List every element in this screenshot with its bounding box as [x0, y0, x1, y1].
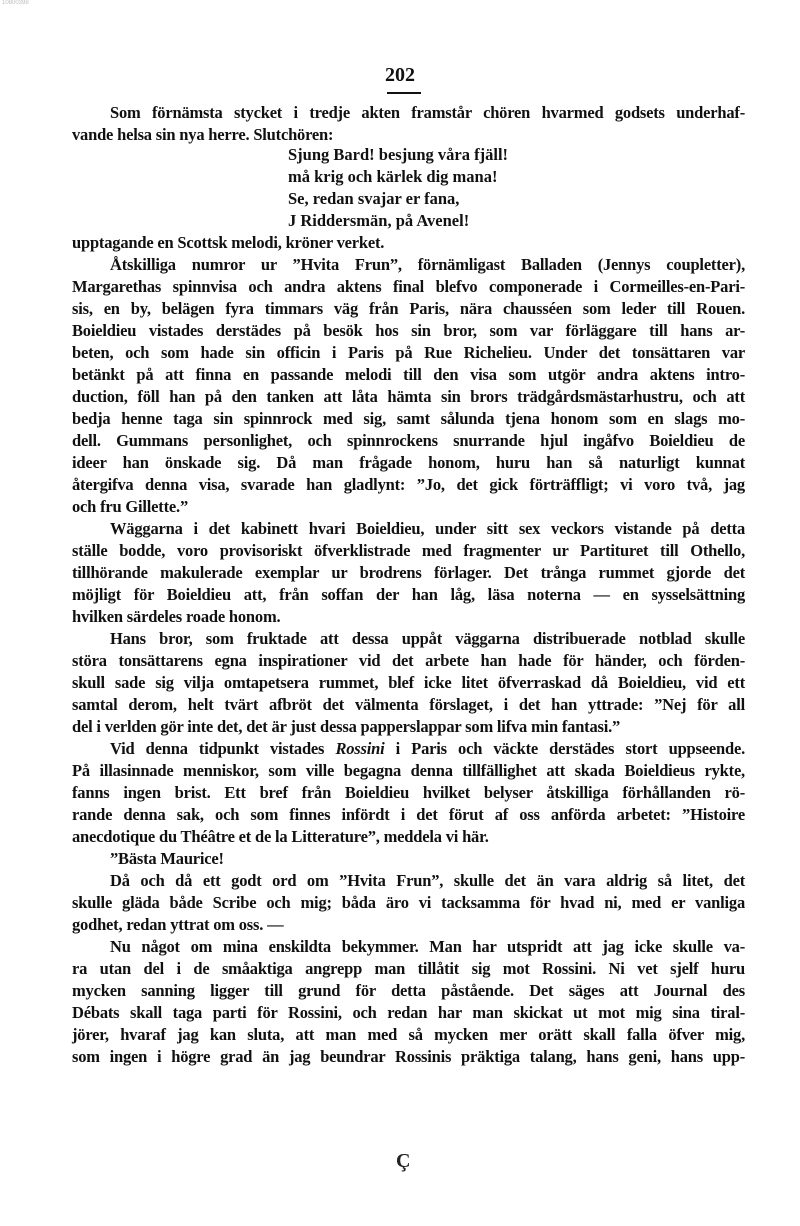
text-line: Hans bror, som fruktade att dessa uppåt väggarna distribuerade notblad skulle	[110, 629, 745, 648]
text-line: skull sade sig vilja omtapetsera rummet, blef icke litet öfverraskad då Boieldieu, vid ett	[72, 673, 745, 692]
text-line: På illasinnade menniskor, som ville begagna denna tillfällighet att skada Boieldieus rykte,	[72, 761, 745, 780]
text-line: Då och då ett godt ord om ”Hvita Frun”, skulle det än vara aldrig så litet, det	[110, 871, 745, 890]
text-line: och fru Gillette.”	[72, 497, 188, 516]
text-line: störa tonsättarens egna inspirationer vid det arbete han hade för händer, och förden-	[72, 651, 745, 670]
text-line	[110, 738, 745, 760]
text-segment: Vid denna tidpunkt vistades	[110, 739, 336, 758]
text-line: vande helsa sin nya herre. Slutchören:	[72, 125, 334, 144]
text-line: möjligt för Boieldieu att, från soffan der han låg, läsa noterna — en sysselsättning	[72, 585, 745, 604]
text-line: samtal derom, helt tvärt afbröt det välmenta förslaget, i det han yttrade: ”Nej för all	[72, 695, 745, 714]
text-line: Wäggarna i det kabinett hvari Boieldieu, under sitt sex veckors vistande på detta	[110, 519, 745, 538]
text-line: ideer han önskade sig. Då man frågade honom, huru han så naturligt kunnat	[72, 453, 745, 472]
page-number: 202	[385, 64, 415, 86]
text-line: som ingen i högre grad än jag beundrar Rossinis präktiga talang, hans geni, hans upp-	[72, 1047, 745, 1066]
text-line: Débats skall taga parti för Rossini, och redan har man skickat ut mot mig sina tiral-	[72, 1003, 745, 1022]
verse-line: må krig och kärlek dig mana!	[288, 167, 498, 186]
text-line: bedja henne taga sin spinnrock med sig, samt sålunda tjena honom som en slags mo-	[72, 409, 745, 428]
text-line: duction, föll han på den tanken att låta hämta sin brors trädgårdsmästarhustru, och att	[72, 387, 745, 406]
text-line: godhet, redan yttrat om oss. —	[72, 915, 284, 934]
scan-id: 10800398	[2, 0, 29, 6]
text-line: ”Bästa Maurice!	[110, 849, 224, 868]
text-line: upptagande en Scottsk melodi, kröner verket.	[72, 233, 385, 252]
text-line: hvilken särdeles roade honom.	[72, 607, 281, 626]
italic-text: Rossini	[335, 739, 385, 758]
text-line: återgifva denna visa, svarade han gladlynt: ”Jo, det gick förträffligt; vi voro två, jag	[72, 475, 745, 494]
text-line: ra utan del i de småaktiga angrepp man tillåtit sig mot Rossini. Ni vet sjelf huru	[72, 959, 745, 978]
verse-line: Se, redan svajar er fana,	[288, 189, 460, 208]
verse-line: Sjung Bard! besjung våra fjäll!	[288, 145, 509, 164]
text-line: jörer, hvaraf jag kan sluta, att man med så mycken mer orätt skall falla öfver mig,	[72, 1025, 745, 1044]
text-line: dell. Gummans personlighet, och spinnrockens snurrande hjul ingåfvo Boieldieu de	[72, 431, 745, 450]
text-line: Boieldieu vistades derstädes på besök hos sin bror, som var förläggare till hans ar-	[72, 321, 745, 340]
printer-mark: Ç	[396, 1150, 411, 1172]
text-line: Som förnämsta stycket i tredje akten framstår chören hvarmed godsets underhaf-	[110, 103, 745, 122]
text-line: sis, en by, belägen fyra timmars väg från Paris, nära chausséen som leder till Rouen.	[72, 299, 745, 318]
text-line: tillhörande makulerade exemplar ur brodrens förlager. Det trånga rummet gjorde det	[72, 563, 745, 582]
text-line: mycken sanning ligger till grund för detta påstående. Det säges att Journal des	[72, 981, 745, 1000]
text-line: Margarethas spinnvisa och andra aktens final blefvo componerade i Cormeilles-en-Pari-	[72, 277, 745, 296]
page-number-underline	[387, 92, 421, 94]
text-line: fanns ingen brist. Ett bref från Boieldieu hvilket belyser åtskilliga förhållanden rö-	[72, 783, 745, 802]
verse-line: J Riddersmän, på Avenel!	[288, 211, 470, 230]
text-line: rande denna sak, och som finnes infördt i det förut af oss anförda arbetet: ”Histoire	[72, 805, 745, 824]
text-line: Åtskilliga numror ur ”Hvita Frun”, förnämligast Balladen (Jennys coupletter),	[110, 255, 745, 274]
text-segment: i Paris och väckte derstädes stort uppseende.	[384, 739, 745, 758]
text-line: beten, och som hade sin officin i Paris på Rue Richelieu. Under det tonsättaren var	[72, 343, 745, 362]
text-line: Nu något om mina enskildta bekymmer. Man har utspridt att jag icke skulle va-	[110, 937, 745, 956]
text-line: skulle gläda både Scribe och mig; båda äro vi tacksamma för hvad ni, med er vanliga	[72, 893, 745, 912]
text-line: del i verlden gör inte det, det är just dessa papperslappar som lifva min fantasi.”	[72, 717, 621, 736]
text-line: ställe bodde, voro provisoriskt öfverklistrade med fragmenter ur Partituret till Othello,	[72, 541, 745, 560]
text-line: betänkt på att finna en passande melodi till den visa som utgör andra aktens intro-	[72, 365, 745, 384]
text-line: anecdotique du Théâtre et de la Litterature”, meddela vi här.	[72, 827, 489, 846]
